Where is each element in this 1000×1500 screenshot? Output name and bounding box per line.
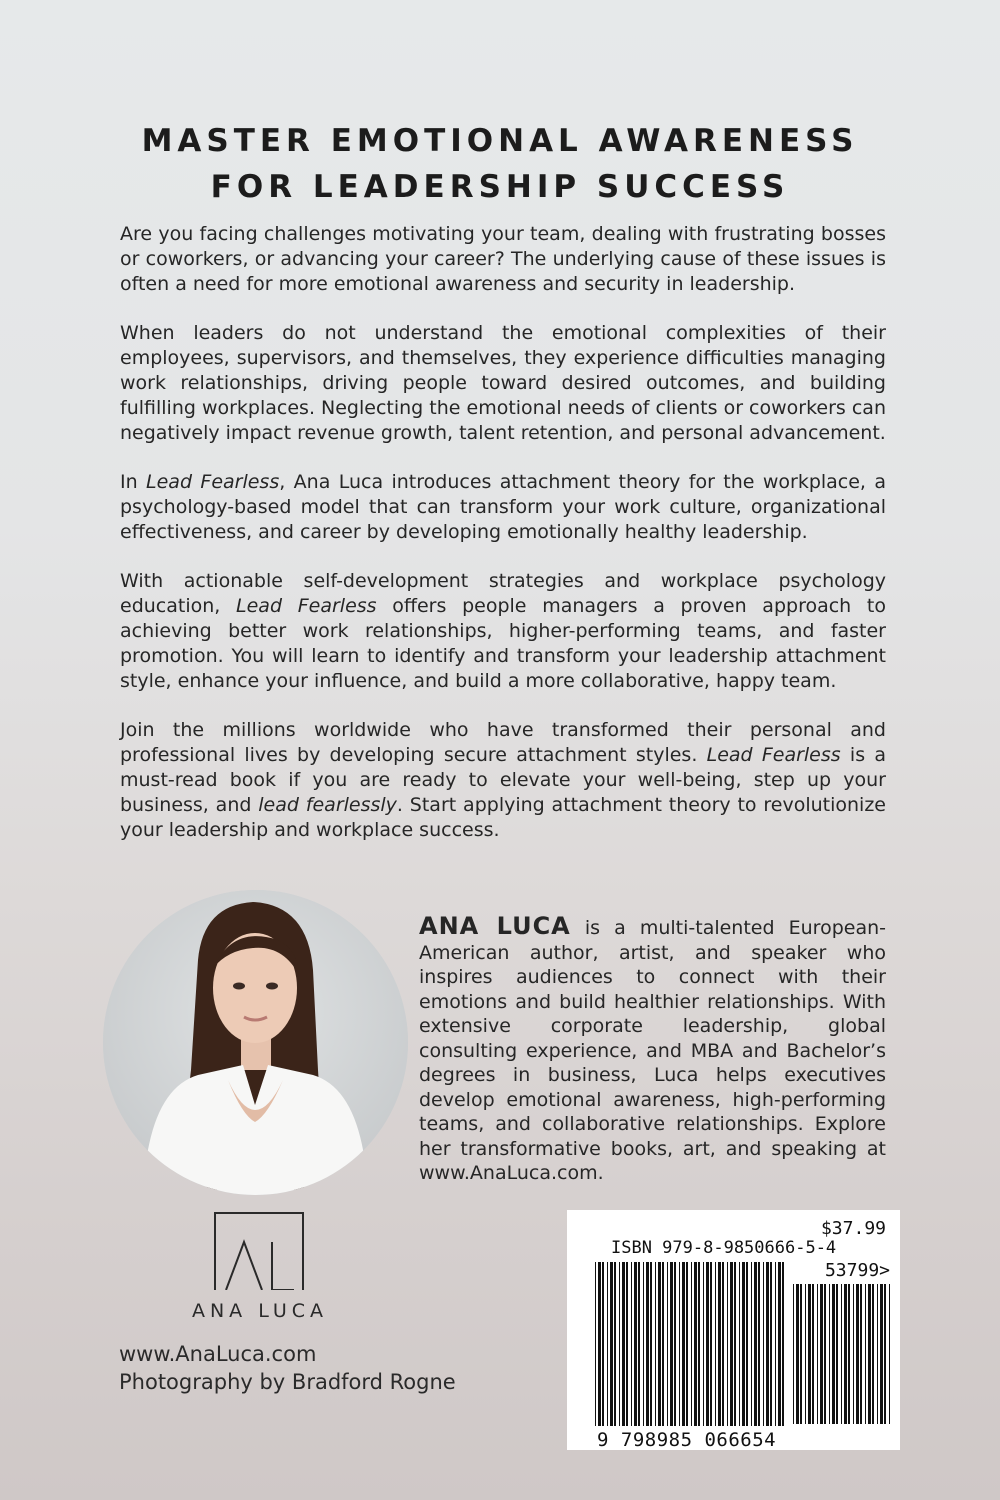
barcode-bar <box>682 1262 685 1426</box>
price-label: $37.99 <box>820 1218 886 1239</box>
book-title: Lead Fearless <box>146 471 280 493</box>
description-paragraph-4: With actionable self-development strategies and workplace psychology education, Lead Fearless offers people managers a proven approach to achieving better work relationships, higher-performing teams, and faster promotion. You will learn to identify and transform your leadership attachment style, enhance your influence, and build a more collaborative, happy team. <box>120 570 887 692</box>
isbn-barcode-panel <box>567 1210 900 1450</box>
barcode-bar <box>662 1262 664 1426</box>
barcode-bar <box>670 1262 673 1426</box>
barcode-bar <box>836 1284 838 1424</box>
barcode-bar <box>805 1284 806 1424</box>
headline-line-1: MASTER EMOTIONAL AWARENESS <box>141 123 859 159</box>
barcode-bar <box>877 1284 878 1424</box>
barcode-bar <box>607 1262 608 1426</box>
barcode-bar <box>727 1262 728 1426</box>
barcode-bar <box>703 1262 704 1426</box>
barcode-bar <box>817 1284 818 1424</box>
author-bio-text: is a multi-talented European-American author, artist, and speaker who inspires audiences to connect with their emotions and build healthier relationships. With extensive corporate leadership, global consulting experience, and MBA and Bachelor’s degrees in business, Luca helps executives develop emotional awareness, high-performing teams, and collaborative relationships. Explore her transformative books, art, and speaking at www.AnaLuca.com. <box>419 917 886 1184</box>
photo-credit: Photography by Bradford Rogne <box>119 1370 456 1394</box>
barcode-bar <box>793 1284 794 1424</box>
barcode-bar <box>742 1262 745 1426</box>
barcode-bar <box>622 1262 625 1426</box>
description-paragraph-2: When leaders do not understand the emotional complexities of their employees, supervisors, and themselves, they experience difficulties managing work relationships, driving people toward desired outcomes, and building fulfilling workplaces. Neglecting the emotional needs of clients or coworkers can negatively impact revenue growth, talent retention, and personal advancement. <box>120 322 886 444</box>
barcode-bar <box>694 1262 697 1426</box>
barcode-bar <box>650 1262 652 1426</box>
price-addon-code: 53799> <box>824 1260 890 1281</box>
ean-barcode-bars <box>595 1262 787 1426</box>
barcode-bar <box>674 1262 676 1426</box>
ean-digits: 9 798985 066654 <box>597 1429 777 1451</box>
barcode-bar <box>829 1284 830 1424</box>
barcode-bar <box>848 1284 850 1424</box>
barcode-bar <box>844 1284 847 1424</box>
barcode-bar <box>751 1262 752 1426</box>
barcode-bar <box>631 1262 632 1426</box>
addon-barcode-bars <box>793 1284 893 1424</box>
barcode-bar <box>715 1262 716 1426</box>
barcode-bar <box>734 1262 736 1426</box>
barcode-bar <box>710 1262 712 1426</box>
barcode-bar <box>812 1284 814 1424</box>
author-bio <box>419 914 886 1186</box>
barcode-bar <box>796 1284 799 1424</box>
barcode-bar <box>686 1262 688 1426</box>
barcode-bar <box>658 1262 661 1426</box>
barcode-bar <box>872 1284 874 1424</box>
barcode-bar <box>643 1262 644 1426</box>
book-description <box>120 222 886 867</box>
barcode-bar <box>800 1284 802 1424</box>
barcode-bar <box>626 1262 628 1426</box>
barcode-bar <box>667 1262 668 1426</box>
headline-line-2: FOR LEADERSHIP SUCCESS <box>210 169 790 205</box>
barcode-bar <box>763 1262 764 1426</box>
barcode-bar <box>638 1262 640 1426</box>
barcode-bar <box>832 1284 835 1424</box>
author-portrait <box>103 890 408 1195</box>
description-paragraph-1: Are you facing challenges motivating your team, dealing with frustrating bosses or coworkers, or advancing your career? The underlying cause of these issues is often a need for more emotional awareness and security in leadership. <box>120 223 886 295</box>
barcode-bar <box>598 1262 601 1426</box>
ana-luca-logo-icon <box>214 1212 304 1290</box>
barcode-bar <box>610 1262 613 1426</box>
barcode-bar <box>754 1262 757 1426</box>
barcode-bar <box>746 1262 748 1426</box>
barcode-bar <box>889 1284 890 1424</box>
author-name: ANA LUCA <box>419 912 571 940</box>
barcode-bar <box>865 1284 866 1424</box>
barcode-bar <box>808 1284 811 1424</box>
barcode-bar <box>619 1262 620 1426</box>
barcode-bar <box>655 1262 656 1426</box>
barcode-bar <box>698 1262 700 1426</box>
barcode-bar <box>884 1284 886 1424</box>
barcode-bar <box>691 1262 692 1426</box>
barcode-bar <box>739 1262 740 1426</box>
barcode-bar <box>646 1262 649 1426</box>
barcode-bar <box>770 1262 772 1426</box>
barcode-bar <box>868 1284 871 1424</box>
barcode-bar <box>778 1262 781 1426</box>
description-paragraph-5: Join the millions worldwide who have transformed their personal and professional lives by developing secure attachment styles. Lead Fearless is a must-read book if you are ready to elevate your well-being, step up your business, and lead fearlessly. Start applying attachment theory to revolutionize your leadership and workplace success. <box>120 719 887 841</box>
barcode-bar <box>706 1262 709 1426</box>
isbn-label: ISBN 979-8-9850666-5-4 <box>611 1238 837 1258</box>
barcode-bar <box>718 1262 721 1426</box>
barcode-bar <box>856 1284 859 1424</box>
barcode-bar <box>766 1262 769 1426</box>
barcode-bar <box>595 1262 596 1426</box>
barcode-bar <box>853 1284 854 1424</box>
book-title: Lead Fearless <box>706 744 841 766</box>
logo-wordmark: ANA LUCA <box>191 1300 329 1322</box>
barcode-bar <box>602 1262 604 1426</box>
barcode-bar <box>775 1262 776 1426</box>
back-cover-headline <box>0 118 1000 210</box>
barcode-bar <box>634 1262 637 1426</box>
book-title: Lead Fearless <box>236 595 377 617</box>
barcode-bar <box>614 1262 616 1426</box>
barcode-bar <box>722 1262 724 1426</box>
barcode-bar <box>679 1262 680 1426</box>
barcode-bar <box>860 1284 862 1424</box>
barcode-bar <box>730 1262 733 1426</box>
barcode-bar <box>841 1284 842 1424</box>
barcode-bar <box>824 1284 826 1424</box>
barcode-bar <box>782 1262 784 1426</box>
description-paragraph-3: In Lead Fearless, Ana Luca introduces attachment theory for the workplace, a psychology-based model that can transform your work culture, organizational effectiveness, and career by developing emotionally healthy leadership. <box>120 471 886 543</box>
emphasis-text: lead fearlessly <box>258 794 397 816</box>
barcode-bar <box>880 1284 883 1424</box>
barcode-bar <box>820 1284 823 1424</box>
author-photo-illustration <box>103 890 408 1195</box>
footer-website: www.AnaLuca.com <box>119 1342 317 1366</box>
barcode-bar <box>758 1262 760 1426</box>
